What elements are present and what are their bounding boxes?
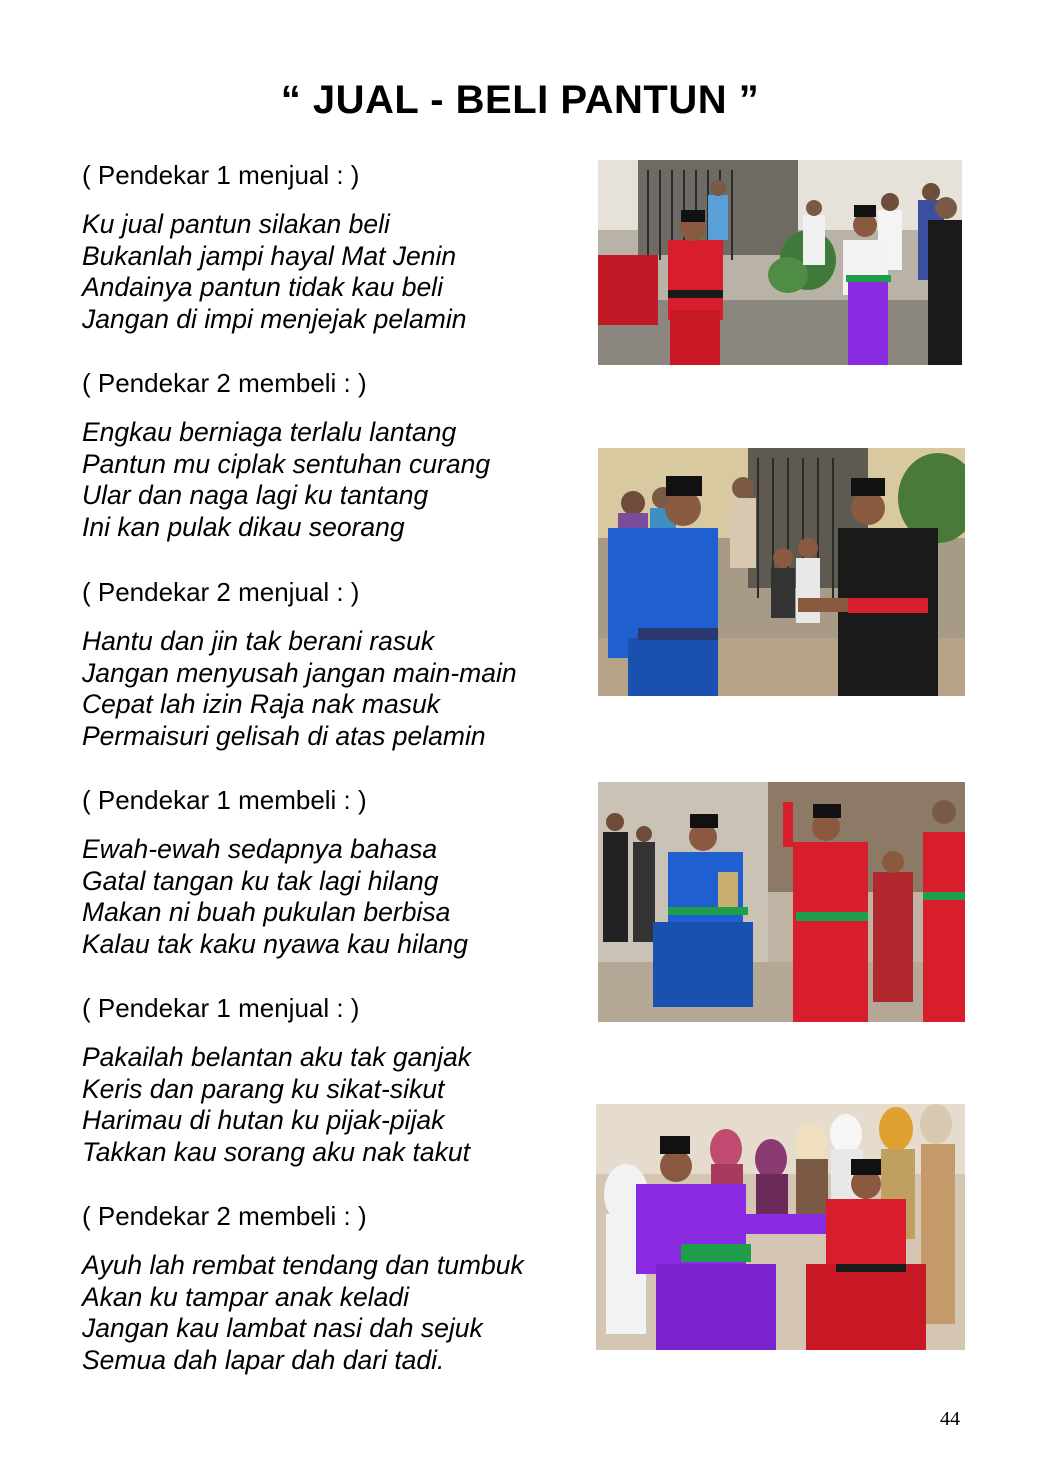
speaker-label: ( Pendekar 2 membeli : ) <box>82 368 367 398</box>
page-title: “ JUAL - BELI PANTUN ” <box>280 78 760 122</box>
speaker-label: ( Pendekar 2 menjual : ) <box>82 577 360 607</box>
speaker-label: ( Pendekar 1 menjual : ) <box>82 993 360 1023</box>
verse-line: Jangan menyusah jangan main-main <box>82 657 517 688</box>
verse-line: Jangan di impi menjejak pelamin <box>82 304 467 335</box>
speaker-label: ( Pendekar 1 membeli : ) <box>82 785 367 815</box>
verse-line: Semua dah lapar dah dari tadi. <box>82 1345 445 1376</box>
verse-line: Gatal tangan ku tak lagi hilang <box>82 865 439 896</box>
verse-line: Harimau di hutan ku pijak-pijak <box>82 1105 445 1136</box>
verse-line: Ayuh lah rembat tendang dan tumbuk <box>82 1250 524 1280</box>
verse-line: Ku jual pantun silakan beli <box>82 209 390 239</box>
speaker-label: ( Pendekar 2 membeli : ) <box>82 1201 367 1231</box>
verse-line: Hantu dan jin tak berani rasuk <box>82 626 435 656</box>
photo-pendekar-exchange-2 <box>598 448 965 696</box>
verse-line: Keris dan parang ku sikat-sikut <box>82 1073 445 1104</box>
verse-line: Engkau berniaga terlalu lantang <box>82 417 457 447</box>
pantun-section-1 <box>82 160 582 336</box>
stanza <box>82 209 582 336</box>
pantun-section-2 <box>82 368 582 544</box>
verse-line: Akan ku tampar anak keladi <box>82 1281 410 1312</box>
pantun-section-6 <box>82 1201 582 1377</box>
verse-line: Ewah-ewah sedapnya bahasa <box>82 834 438 864</box>
page-number: 44 <box>940 1408 960 1430</box>
verse-line: Pakailah belantan aku tak ganjak <box>82 1042 471 1072</box>
verse-line: Takkan kau sorang aku nak takut <box>82 1137 470 1168</box>
verse-line: Pantun mu ciplak sentuhan curang <box>82 448 491 479</box>
verse-line: Ular dan naga lagi ku tantang <box>82 480 429 511</box>
verse-line: Jangan kau lambat nasi dah sejuk <box>82 1313 483 1344</box>
pantun-section-4 <box>82 785 582 961</box>
verse-line: Makan ni buah pukulan berbisa <box>82 897 451 928</box>
stanza <box>82 834 582 961</box>
stanza <box>82 1250 582 1377</box>
verse-line: Permaisuri gelisah di atas pelamin <box>82 721 486 752</box>
stanza <box>82 626 582 753</box>
pantun-section-3 <box>82 577 582 753</box>
verse-line: Cepat lah izin Raja nak masuk <box>82 689 440 720</box>
photo-pendekar-exchange-1 <box>598 160 962 365</box>
photo-pendekar-exchange-3 <box>598 782 965 1022</box>
verse-line: Bukanlah jampi hayal Mat Jenin <box>82 240 457 271</box>
stanza <box>82 1042 582 1169</box>
photo-pendekar-exchange-4 <box>596 1104 965 1350</box>
verse-line: Kalau tak kaku nyawa kau hilang <box>82 929 468 960</box>
verse-line: Andainya pantun tidak kau beli <box>82 272 443 303</box>
verse-line: Ini kan pulak dikau seorang <box>82 512 405 543</box>
speaker-label: ( Pendekar 1 menjual : ) <box>82 160 360 190</box>
stanza <box>82 417 582 544</box>
pantun-section-5 <box>82 993 582 1169</box>
